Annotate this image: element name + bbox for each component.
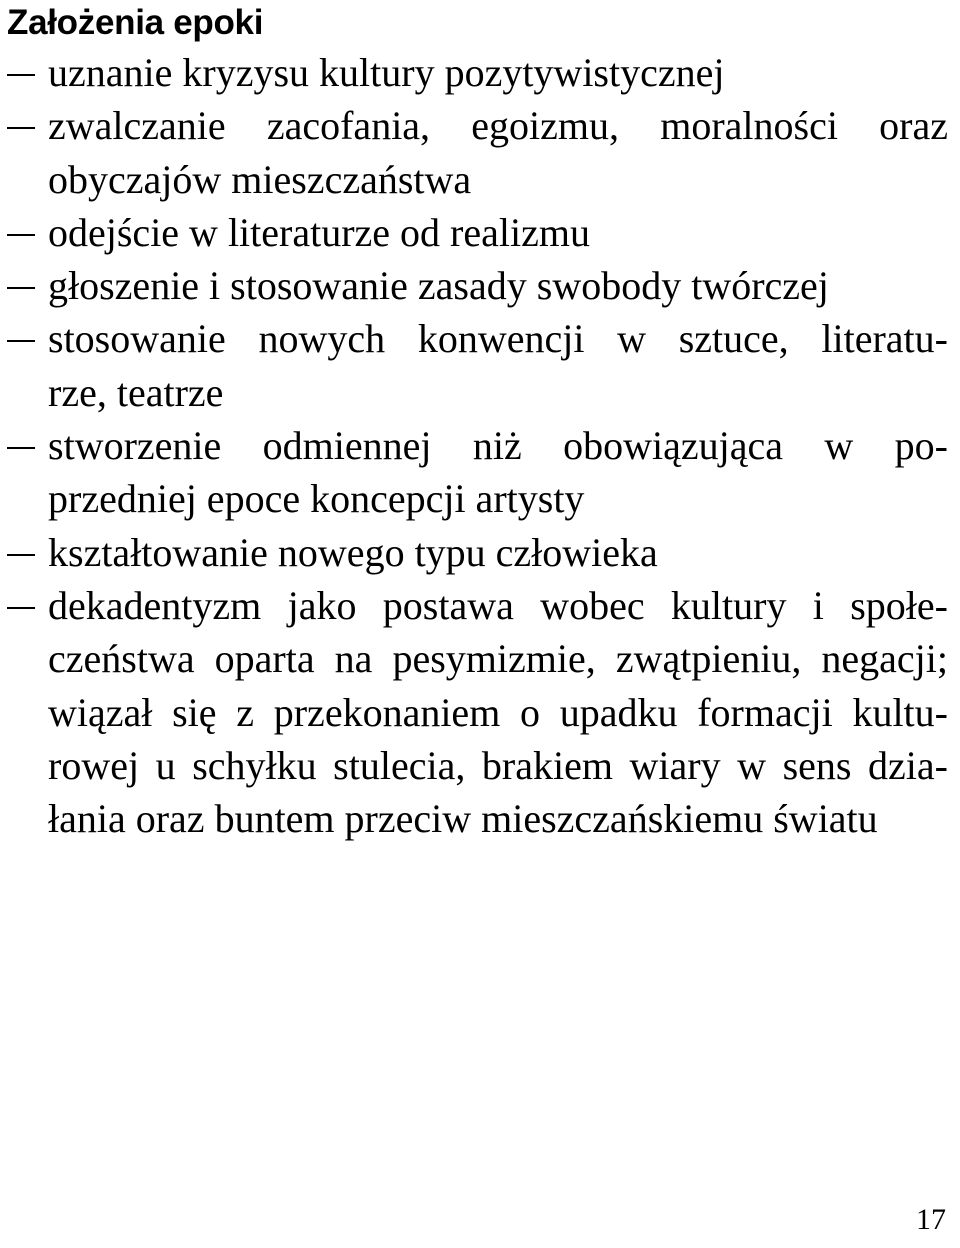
- dash-bullet-icon: [7, 579, 35, 632]
- dash-bullet-icon: [7, 99, 35, 152]
- list-item: [0, 46, 948, 99]
- list-item: [0, 526, 948, 579]
- dash-bullet-icon: [7, 259, 35, 312]
- list-item-line: rze, teatrze: [48, 369, 224, 415]
- list-item: [0, 99, 948, 206]
- section-heading: Założenia epoki: [7, 3, 264, 42]
- list-item-line: zwalczanie zacofania, egoizmu, moralności oraz: [48, 103, 948, 149]
- list-item-line: stosowanie nowych konwencji w sztuce, literatu-: [48, 316, 948, 362]
- dash-bullet-icon: [7, 526, 35, 579]
- list-item-line: kształtowanie nowego typu człowieka: [48, 529, 658, 575]
- list-item-line: wiązał się z przekonaniem o upadku formacji kultu-: [48, 689, 948, 735]
- list-item: [0, 259, 948, 312]
- list-item: [0, 579, 948, 845]
- list-item-line: dekadentyzm jako postawa wobec kultury i społe-: [48, 582, 948, 628]
- list-item-line: głoszenie i stosowanie zasady swobody twórczej: [48, 263, 829, 309]
- list-item-line: uznanie kryzysu kultury pozytywistycznej: [48, 50, 725, 95]
- list-item: [0, 312, 948, 419]
- assumptions-list: [0, 46, 960, 845]
- list-item-line: przedniej epoce koncepcji artysty: [48, 476, 585, 522]
- list-item-line: czeństwa oparta na pesymizmie, zwątpieniu, negacji;: [48, 636, 948, 682]
- dash-bullet-icon: [7, 206, 35, 259]
- list-item-line: obyczajów mieszczaństwa: [48, 156, 472, 202]
- dash-bullet-icon: [7, 312, 35, 365]
- list-item-line: stworzenie odmiennej niż obowiązująca w po-: [48, 423, 948, 469]
- list-item: [0, 419, 948, 526]
- page-number: 17: [916, 1203, 946, 1236]
- list-item-line: odejście w literaturze od realizmu: [48, 209, 590, 255]
- list-item-line: łania oraz buntem przeciw mieszczańskiemu światu: [48, 796, 878, 842]
- dash-bullet-icon: [7, 419, 35, 472]
- dash-bullet-icon: [7, 46, 35, 99]
- list-item-line: rowej u schyłku stulecia, brakiem wiary w sens dzia-: [48, 742, 948, 788]
- list-item: [0, 206, 948, 259]
